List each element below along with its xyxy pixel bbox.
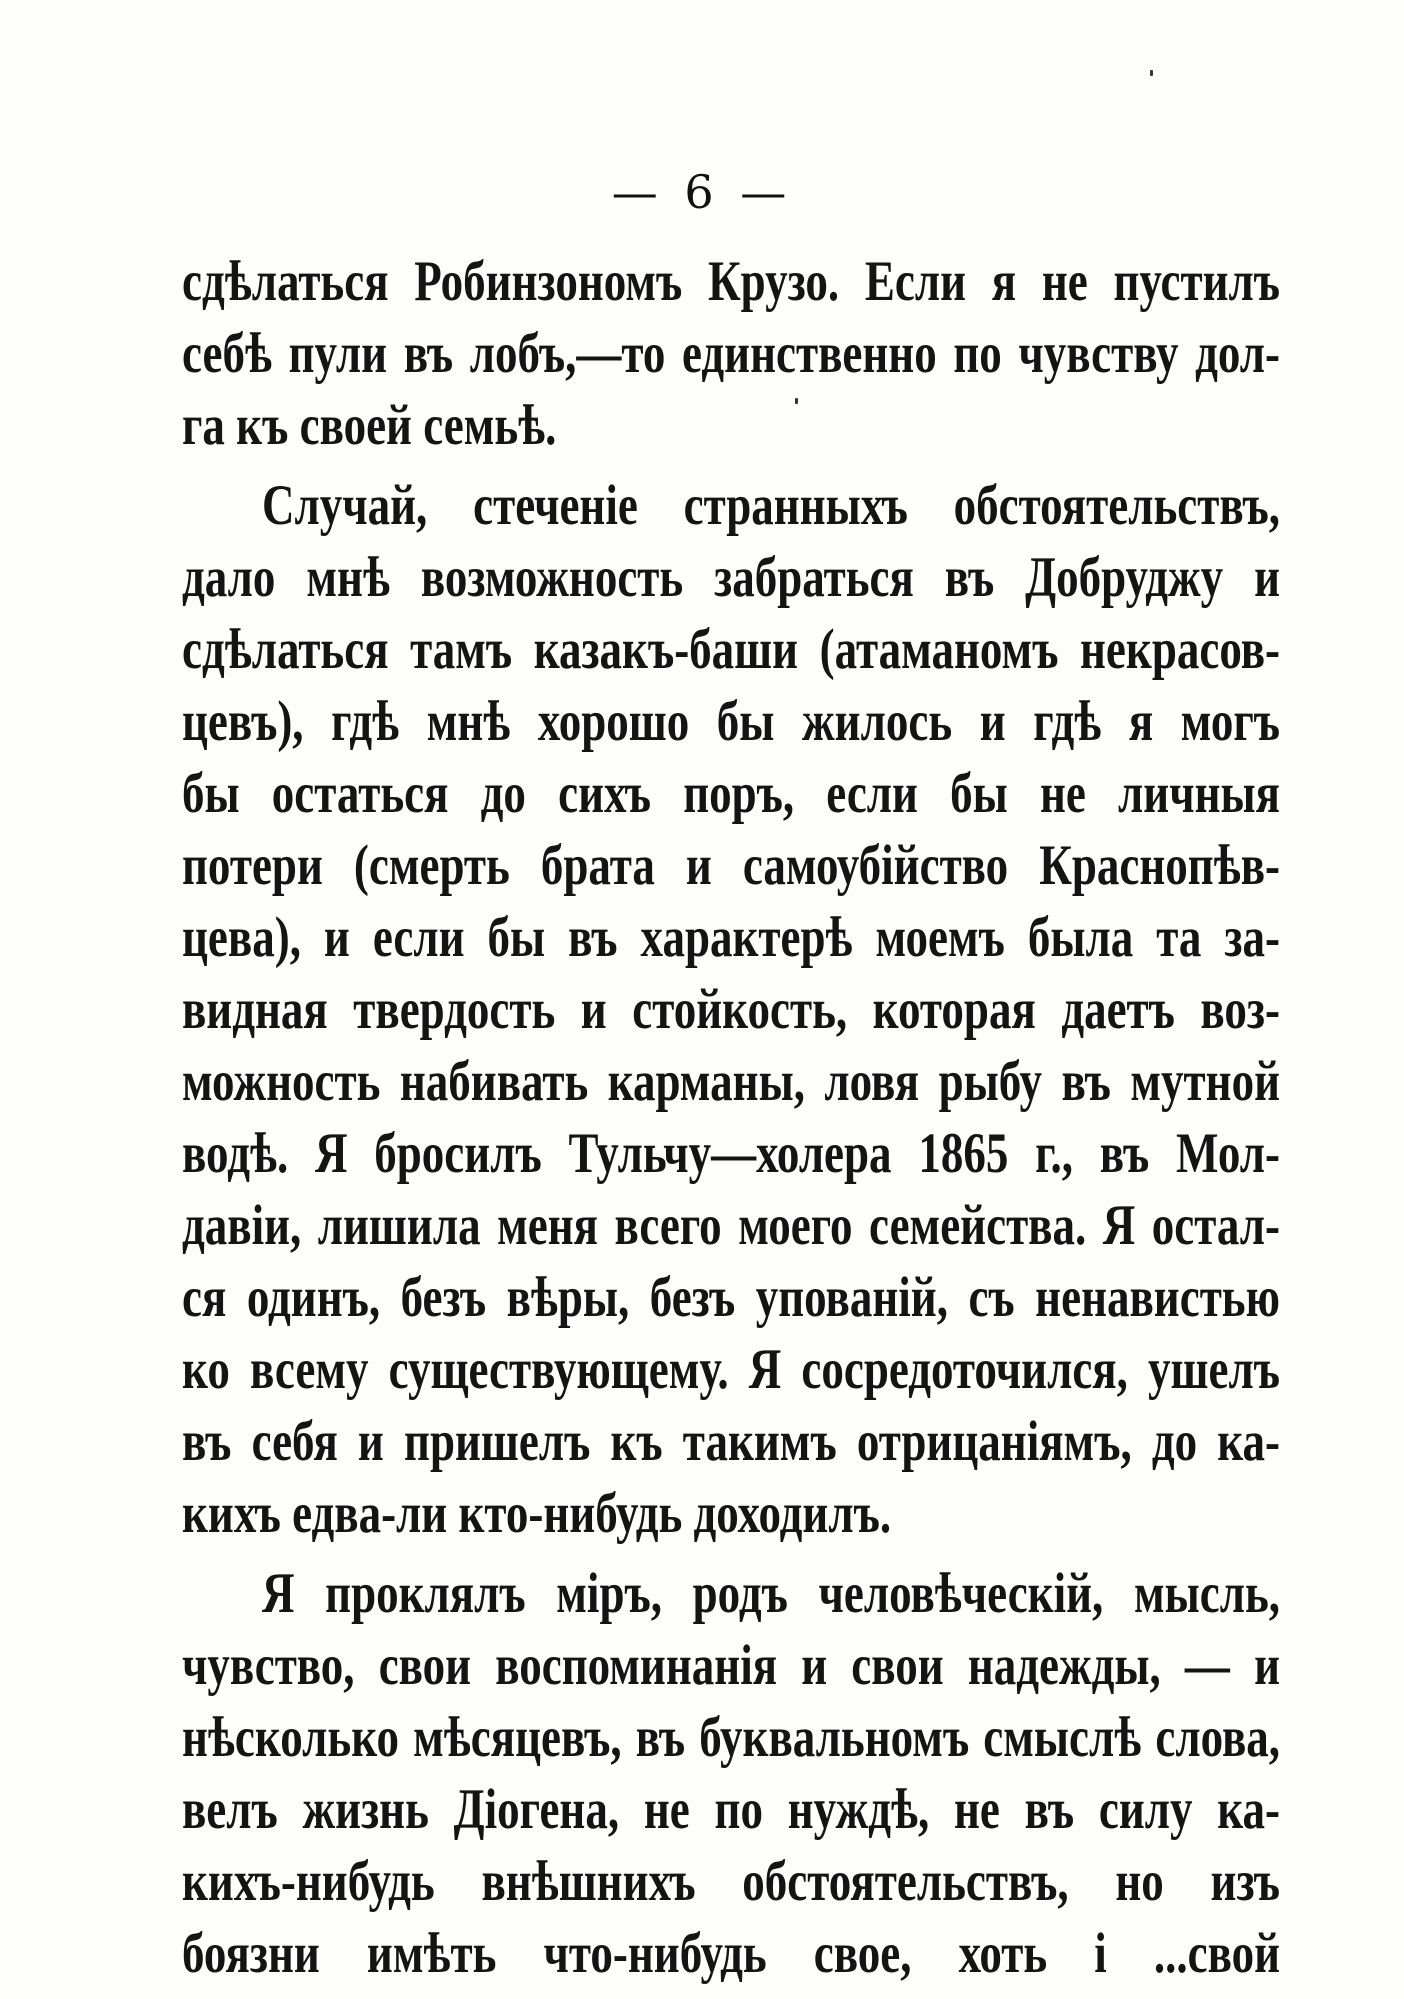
- body-text: [182, 245, 1280, 1989]
- text-line: видная твердость и стойкость, которая даетъ воз-: [182, 977, 1280, 1041]
- paragraph: [182, 245, 1280, 461]
- text-line: давіи, лишила меня всего моего семейства. Я остал-: [182, 1193, 1280, 1257]
- text-line: Я проклялъ міръ, родъ человѣческій, мысль,: [262, 1561, 1280, 1625]
- text-line: боязни имѣть что-нибудь свое, хоть і ...свой: [182, 1921, 1280, 1985]
- text-line: цевъ), гдѣ мнѣ хорошо бы жилось и гдѣ я могъ: [182, 689, 1280, 753]
- text-line: бы остаться до сихъ поръ, если бы не личныя: [182, 761, 1280, 825]
- text-line: велъ жизнь Діогена, не по нуждѣ, не въ силу ка-: [182, 1777, 1280, 1841]
- paragraph: [182, 1557, 1280, 1989]
- text-line: можность набивать карманы, ловя рыбу въ мутной: [182, 1049, 1280, 1113]
- text-line: потери (смерть брата и самоубійство Краснопѣв-: [182, 833, 1280, 897]
- text-line: сдѣлаться тамъ казакъ-баши (атаманомъ некрасов-: [182, 617, 1280, 681]
- text-line: га къ своей семьѣ.: [182, 393, 557, 457]
- text-line: сдѣлаться Робинзономъ Крузо. Если я не пустилъ: [182, 249, 1280, 313]
- text-line: кихъ-нибудь внѣшнихъ обстоятельствъ, но изъ: [182, 1849, 1280, 1913]
- text-line: себѣ пули въ лобъ,—то единственно по чувству дол-: [182, 321, 1280, 385]
- text-line: ко всему существующему. Я сосредоточился, ушелъ: [182, 1337, 1280, 1401]
- text-line: ся одинъ, безъ вѣры, безъ упованій, съ ненавистью: [182, 1265, 1280, 1329]
- text-line: нѣсколько мѣсяцевъ, въ буквальномъ смыслѣ слова,: [182, 1705, 1280, 1769]
- text-line: дало мнѣ возможность забраться въ Добруджу и: [182, 545, 1280, 609]
- paragraph: [182, 469, 1280, 1549]
- scan-speck: [795, 398, 798, 404]
- page-number: — 6 —: [611, 165, 793, 219]
- text-line: въ себя и пришелъ къ такимъ отрицаніямъ, до ка-: [182, 1409, 1280, 1473]
- text-line: цева), и если бы въ характерѣ моемъ была та за-: [182, 905, 1280, 969]
- scan-speck: [1150, 70, 1153, 76]
- text-line: Случай, стеченіе странныхъ обстоятельствъ,: [262, 473, 1280, 537]
- text-line: кихъ едва-ли кто-нибудь доходилъ.: [182, 1481, 892, 1545]
- text-line: чувство, свои воспоминанія и свои надежды, — и: [182, 1633, 1280, 1697]
- text-line: водѣ. Я бросилъ Тульчу—холера 1865 г., въ Мол-: [182, 1121, 1280, 1185]
